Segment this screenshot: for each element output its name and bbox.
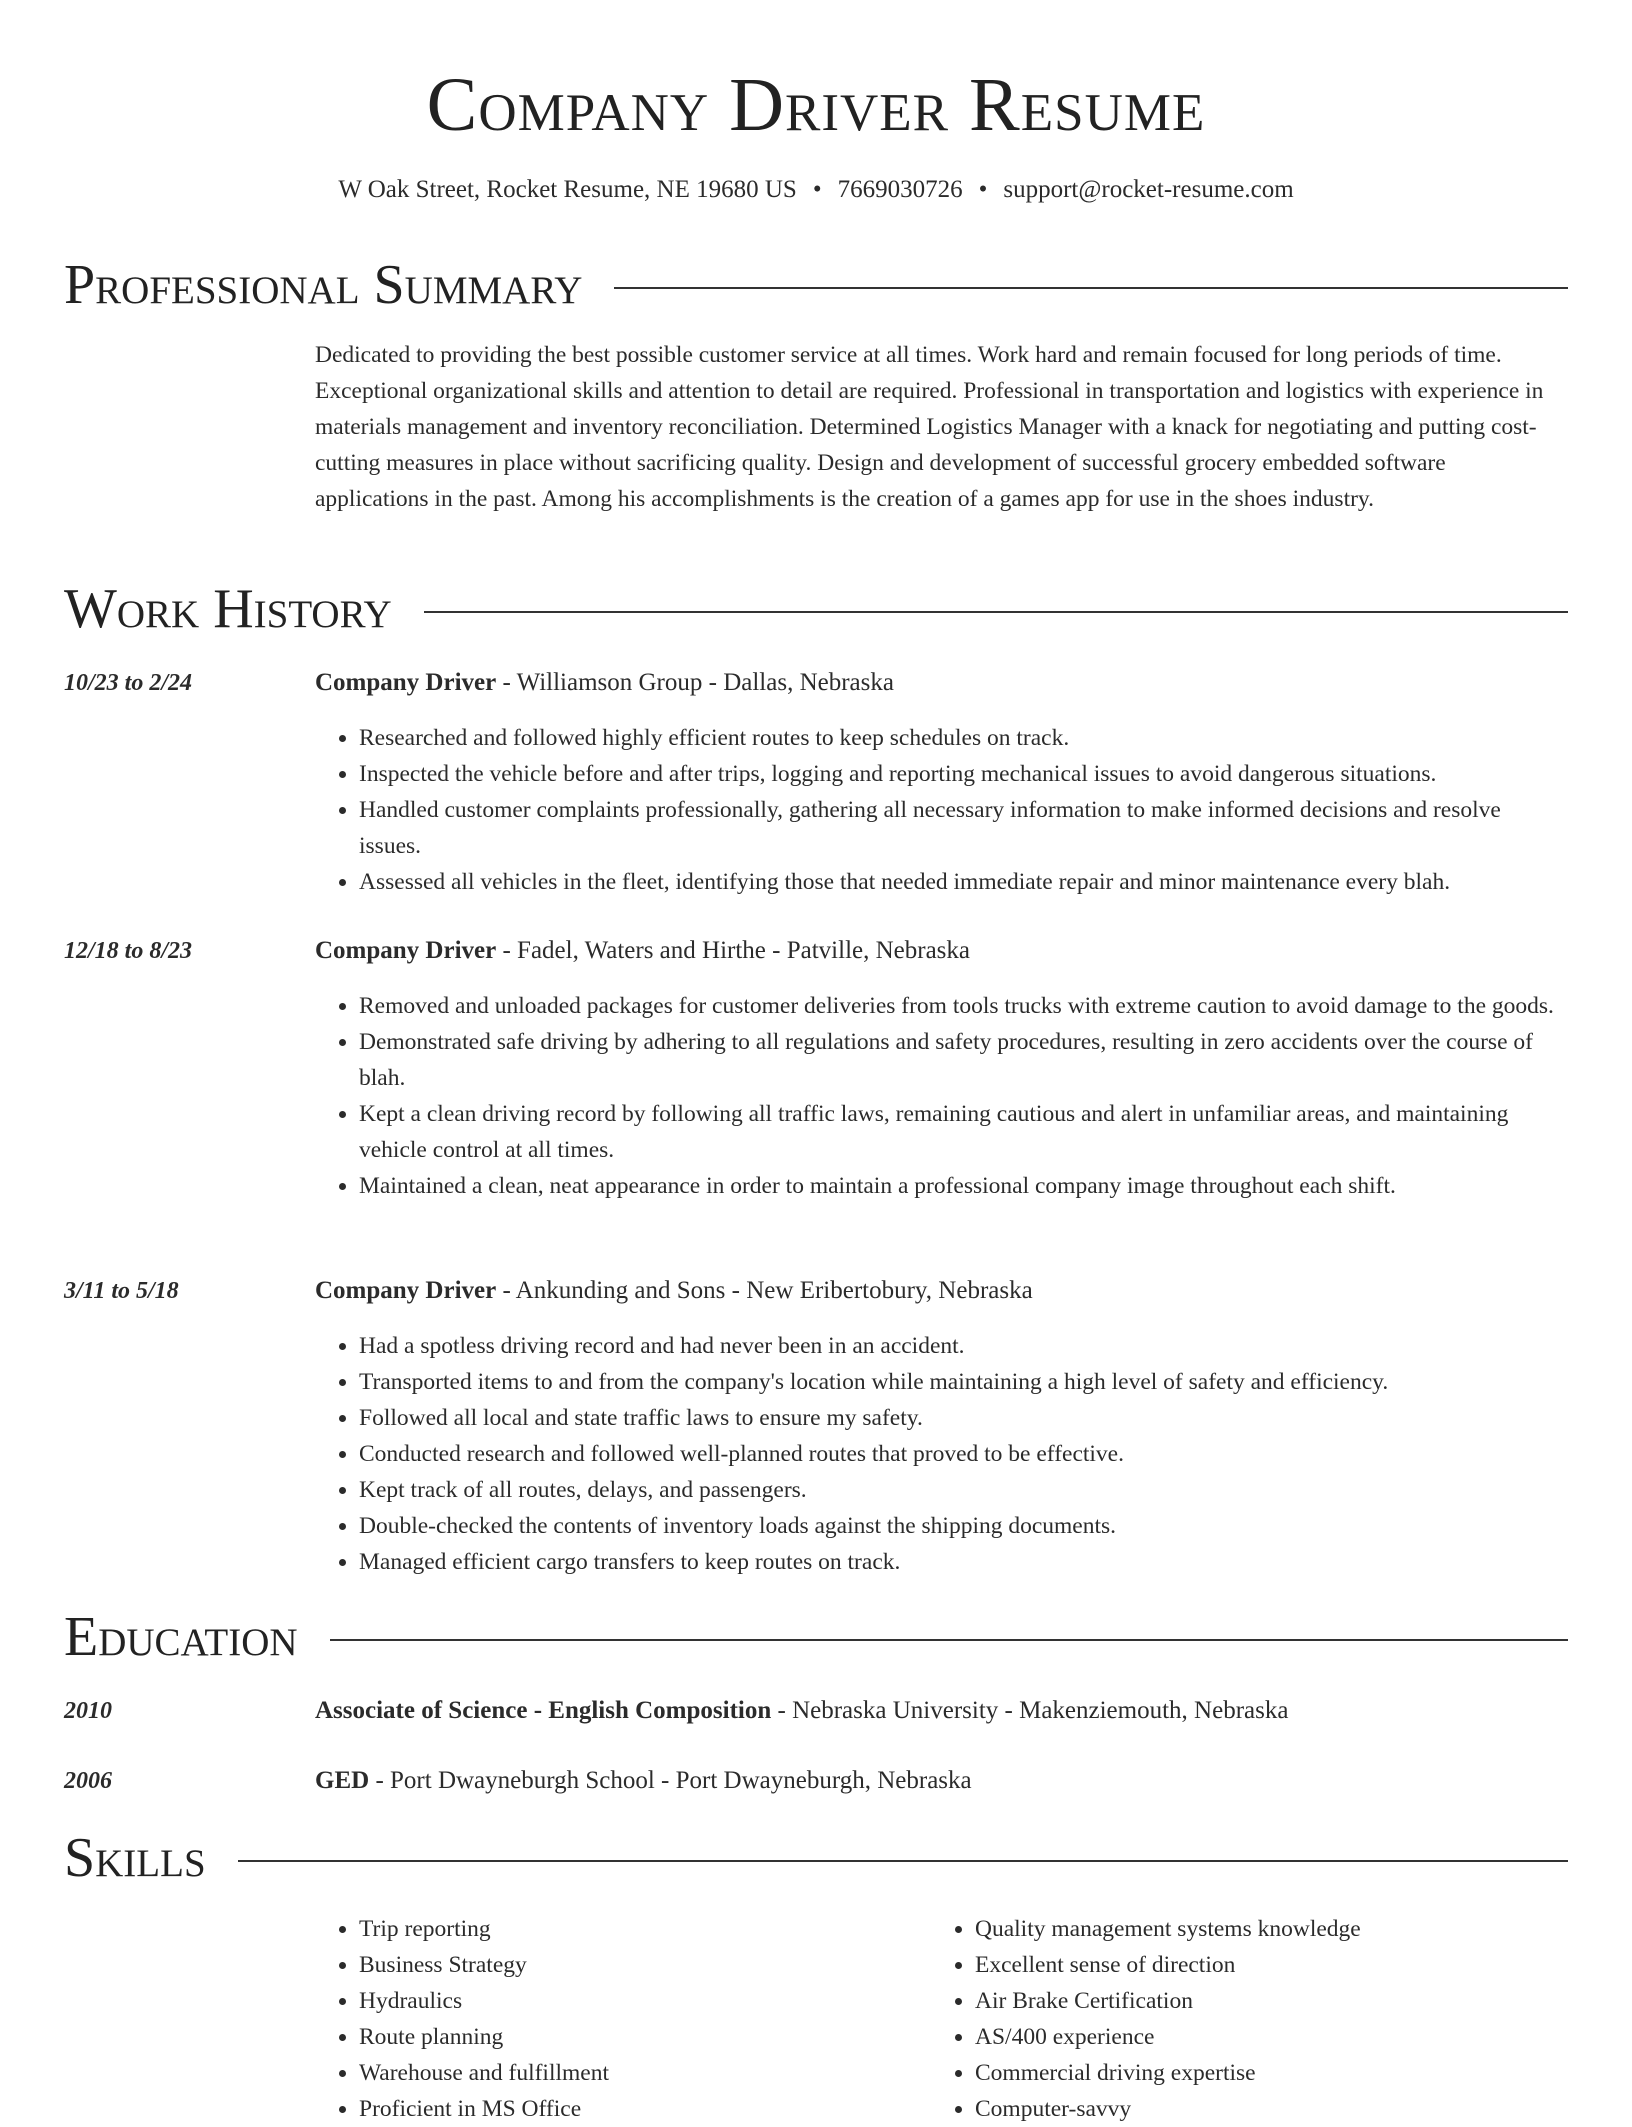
job-bullet: • Followed all local and state traffic laws to ensure my safety. [359, 1400, 1568, 1436]
job-title: Company Driver [315, 937, 497, 964]
section-education [64, 1605, 1568, 1669]
skill-item: • Quality management systems knowledge [975, 1911, 1575, 1947]
job-title: Company Driver [315, 1277, 497, 1304]
job-heading [315, 933, 970, 969]
job-bullet: • Managed efficient cargo transfers to keep routes on track. [359, 1544, 1568, 1580]
job-bullet: • Kept track of all routes, delays, and passengers. [359, 1472, 1568, 1508]
job-bullet: • Kept a clean driving record by following all traffic laws, remaining cautious and alert in unfamiliar areas, and maintaining vehicle control at all times. [359, 1096, 1568, 1168]
job-date: 3/11 to 5/18 [64, 1278, 179, 1304]
contact-email: support@rocket-resume.com [1003, 176, 1294, 203]
skill-item: • Computer-savvy [975, 2091, 1575, 2127]
education-date: 2006 [64, 1768, 112, 1794]
job-bullet: • Handled customer complaints professionally, gathering all necessary information to make informed decisions and resolve issues. [359, 792, 1568, 864]
section-professional-summary [64, 253, 1568, 317]
education-details: - Nebraska University - Makenziemouth, Nebraska [771, 1697, 1289, 1724]
resume-title: Company Driver Resume [426, 63, 1206, 147]
skills-list-left [315, 1911, 919, 2127]
section-divider [424, 611, 1568, 613]
section-divider [330, 1639, 1568, 1641]
contact-line [0, 172, 1632, 208]
job-details: - Williamson Group - Dallas, Nebraska [496, 669, 894, 696]
job-bullet: • Demonstrated safe driving by adhering to all regulations and safety procedures, resulting in zero accidents over the course of blah. [359, 1024, 1568, 1096]
section-heading: Professional Summary [64, 254, 583, 316]
section-skills [64, 1826, 1568, 1890]
section-divider [614, 287, 1568, 289]
job-title: Company Driver [315, 669, 497, 696]
summary-text: Dedicated to providing the best possible customer service at all times. Work hard and remain focused for long periods of time. Exceptional organizational skills and attention to detail are required. Professional in transportation and logistics with experience in materials management and inventory reconciliation. Determined Logistics Manager with a knack for negotiating and putting cost-cutting measures in place without sacrificing quality. Design and development of successful grocery embedded software applications in the past. Among his accomplishments is the creation of a games app for use in the shoes industry. [315, 342, 1544, 512]
job-details: - Ankunding and Sons - New Eribertobury, Nebraska [496, 1277, 1033, 1304]
job-date: 12/18 to 8/23 [64, 938, 193, 964]
job-bullet: • Maintained a clean, neat appearance in order to maintain a professional company image throughout each shift. [359, 1168, 1568, 1204]
skill-item: • Commercial driving expertise [975, 2055, 1575, 2091]
section-heading: Skills [64, 1827, 206, 1889]
skill-item: • Warehouse and fulfillment [359, 2055, 919, 2091]
contact-separator: • [978, 176, 988, 203]
skill-item: • Route planning [359, 2019, 919, 2055]
education-entry [64, 1763, 1568, 1799]
education-degree: GED [315, 1767, 370, 1794]
contact-phone: 7669030726 [837, 176, 963, 203]
education-details: - Port Dwayneburgh School - Port Dwayneburgh, Nebraska [369, 1767, 972, 1794]
job-bullet: • Assessed all vehicles in the fleet, identifying those that needed immediate repair and minor maintenance every blah. [359, 864, 1568, 900]
skill-item: • Proficient in MS Office [359, 2091, 919, 2127]
skill-item: • Excellent sense of direction [975, 1947, 1575, 1983]
section-divider [238, 1860, 1568, 1862]
education-degree: Associate of Science - English Composition [315, 1697, 772, 1724]
section-work-history [64, 577, 1568, 641]
job-heading [315, 1273, 1033, 1309]
skill-item: • Hydraulics [359, 1983, 919, 2019]
skill-item: • Trip reporting [359, 1911, 919, 1947]
job-bullet: • Had a spotless driving record and had never been in an accident. [359, 1328, 1568, 1364]
job-bullet: • Removed and unloaded packages for customer deliveries from tools trucks with extreme caution to avoid damage to the goods. [359, 988, 1568, 1024]
job-bullets [315, 988, 1568, 1204]
job-details: - Fadel, Waters and Hirthe - Patville, Nebraska [496, 937, 971, 964]
job-bullet: • Double-checked the contents of inventory loads against the shipping documents. [359, 1508, 1568, 1544]
job-bullets [315, 720, 1568, 900]
job-bullets [315, 1328, 1568, 1580]
job-bullet: • Inspected the vehicle before and after trips, logging and reporting mechanical issues to avoid dangerous situations. [359, 756, 1568, 792]
contact-separator: • [812, 176, 822, 203]
education-heading [315, 1763, 972, 1799]
skills-list-right [931, 1911, 1575, 2127]
section-heading: Education [64, 1606, 298, 1668]
job-bullet: • Conducted research and followed well-planned routes that proved to be effective. [359, 1436, 1568, 1472]
job-bullet: • Researched and followed highly efficient routes to keep schedules on track. [359, 720, 1568, 756]
education-entry [64, 1693, 1568, 1729]
contact-address: W Oak Street, Rocket Resume, NE 19680 US [338, 176, 797, 203]
section-heading: Work History [64, 578, 392, 640]
skill-item: • Air Brake Certification [975, 1983, 1575, 2019]
education-date: 2010 [64, 1698, 112, 1724]
job-date: 10/23 to 2/24 [64, 670, 193, 696]
education-heading [315, 1693, 1288, 1729]
job-bullet: • Transported items to and from the company's location while maintaining a high level of safety and efficiency. [359, 1364, 1568, 1400]
job-heading [315, 665, 894, 701]
skill-item: • Business Strategy [359, 1947, 919, 1983]
skill-item: • AS/400 experience [975, 2019, 1575, 2055]
